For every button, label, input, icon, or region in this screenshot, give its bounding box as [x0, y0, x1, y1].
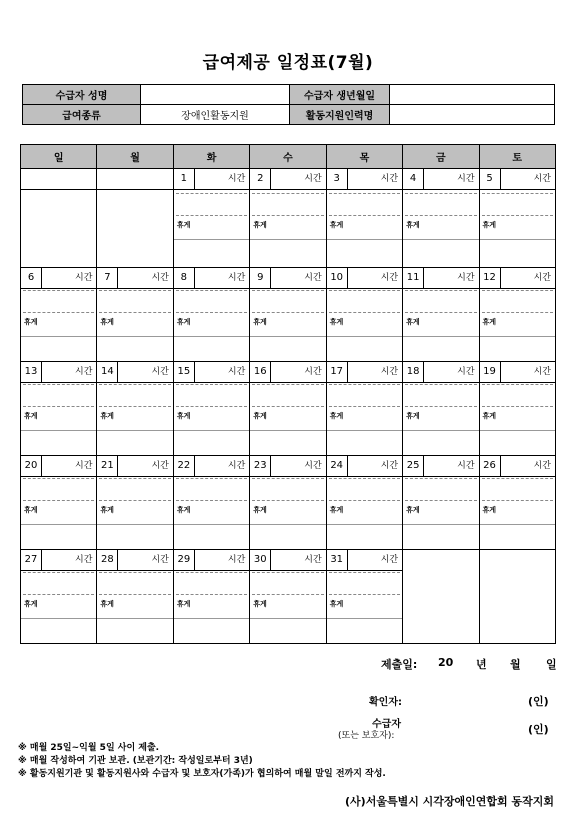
calendar-day-cell[interactable]: [97, 550, 173, 644]
time-label: 시간: [151, 461, 169, 471]
day-number: 13: [21, 362, 42, 382]
weekday-header: 수: [250, 145, 326, 169]
time-label: 시간: [304, 367, 322, 377]
benefit-type-label: 급여종류: [23, 105, 141, 125]
rest-entry-line: [174, 430, 249, 431]
note-item: ※ 매월 25일~익월 5일 사이 제출.: [18, 743, 160, 753]
rest-entry-line: [403, 524, 478, 525]
time-label: 시간: [533, 273, 551, 283]
page-title: 급여제공 일정표(7월): [202, 53, 374, 73]
recipient-sign-label: 수급자: [372, 719, 401, 730]
note-item: ※ 매월 작성하여 기관 보관. (보관기간: 작성일로부터 3년): [18, 756, 253, 766]
rest-entry-line: [250, 239, 325, 240]
submit-label: 제출일:: [381, 658, 418, 671]
time-label: 시간: [380, 461, 399, 471]
rest-entry-line: [97, 524, 172, 525]
benefit-type-field[interactable]: 장애인활동지원: [141, 105, 290, 125]
guardian-label: (또는 보호자):: [338, 731, 395, 741]
rest-entry-line: [327, 524, 402, 525]
time-entry-line: [405, 193, 476, 194]
rest-entry-line: [250, 430, 325, 431]
time-entry-line: [405, 500, 476, 501]
rest-entry-line: [97, 618, 172, 619]
rest-entry-line: [21, 430, 96, 431]
time-label: 시간: [533, 461, 551, 471]
time-entry-line: [329, 594, 400, 595]
calendar-day-cell: [403, 550, 479, 644]
time-entry-line: [99, 500, 170, 501]
rest-label: 휴게: [24, 412, 38, 420]
calendar-day-cell[interactable]: [250, 268, 326, 362]
time-label: 시간: [457, 174, 475, 184]
day-number: 8: [174, 268, 195, 288]
time-entry-line: [329, 384, 400, 385]
calendar-week: [21, 456, 556, 550]
rest-label: 휴게: [24, 318, 38, 326]
rest-label: 휴게: [100, 412, 114, 420]
time-entry-line: [23, 572, 94, 573]
day-number: 19: [480, 362, 501, 382]
time-entry-line: [405, 384, 476, 385]
birth-field[interactable]: [390, 85, 555, 105]
calendar-day-cell[interactable]: [250, 362, 326, 456]
time-entry-line: [23, 312, 94, 313]
day-number: 27: [21, 550, 42, 570]
calendar-day-cell[interactable]: [97, 362, 173, 456]
time-label: 시간: [380, 174, 399, 184]
rest-label: 휴게: [253, 318, 267, 326]
time-label: 시간: [533, 367, 551, 377]
rest-label: 휴게: [176, 318, 191, 326]
rest-label: 휴게: [100, 318, 114, 326]
weekday-header: 목: [326, 145, 402, 169]
time-entry-line: [23, 290, 94, 291]
day-number: 14: [97, 362, 118, 382]
time-label: 시간: [533, 174, 551, 184]
time-label: 시간: [304, 273, 322, 283]
confirmer-label: 확인자:: [369, 697, 402, 708]
time-label: 시간: [304, 174, 322, 184]
time-label: 시간: [151, 367, 169, 377]
day-number: 24: [327, 456, 348, 476]
rest-entry-line: [480, 524, 555, 525]
day-number: 10: [327, 268, 348, 288]
time-entry-line: [176, 572, 247, 573]
calendar-day-cell[interactable]: [21, 456, 97, 550]
rest-label: 휴게: [482, 412, 497, 420]
day-number: 31: [327, 550, 348, 570]
rest-entry-line: [327, 239, 402, 240]
assistant-field[interactable]: [390, 105, 555, 125]
rest-entry-line: [250, 524, 325, 525]
day-number: 12: [480, 268, 501, 288]
weekday-header: 일: [21, 145, 97, 169]
time-entry-line: [482, 215, 553, 216]
calendar-day-cell[interactable]: [173, 456, 249, 550]
day-number: 9: [250, 268, 271, 288]
time-entry-line: [176, 384, 247, 385]
time-entry-line: [329, 193, 400, 194]
time-entry-line: [329, 572, 400, 573]
rest-entry-line: [21, 524, 96, 525]
rest-label: 휴게: [406, 221, 420, 229]
calendar-day-cell[interactable]: [479, 268, 555, 362]
rest-entry-line: [174, 239, 249, 240]
time-entry-line: [329, 215, 400, 216]
time-label: 시간: [457, 367, 475, 377]
weekday-header: 토: [479, 145, 555, 169]
day-number: 15: [174, 362, 195, 382]
weekday-header: 월: [97, 145, 173, 169]
rest-label: 휴게: [24, 600, 38, 608]
time-label: 시간: [227, 367, 246, 377]
time-entry-line: [329, 478, 400, 479]
calendar-day-cell[interactable]: [326, 169, 402, 268]
time-label: 시간: [75, 367, 93, 377]
time-entry-line: [252, 193, 323, 194]
time-label: 시간: [75, 461, 93, 471]
time-entry-line: [252, 384, 323, 385]
rest-entry-line: [174, 336, 249, 337]
weekday-header: 금: [403, 145, 479, 169]
rest-label: 휴게: [406, 506, 420, 514]
time-entry-line: [329, 312, 400, 313]
calendar-day-cell[interactable]: [97, 456, 173, 550]
weekday-header: 화: [173, 145, 249, 169]
day-number: 16: [250, 362, 271, 382]
recipient-seal: (인): [528, 723, 549, 736]
rest-label: 휴게: [329, 506, 344, 514]
calendar-day-cell[interactable]: [97, 268, 173, 362]
submit-year-unit: 년: [476, 658, 487, 671]
time-entry-line: [405, 478, 476, 479]
rest-label: 휴게: [253, 221, 267, 229]
rest-label: 휴게: [482, 221, 497, 229]
rest-entry-line: [97, 336, 172, 337]
time-entry-line: [176, 500, 247, 501]
time-label: 시간: [75, 555, 93, 565]
calendar-day-cell[interactable]: [250, 456, 326, 550]
time-entry-line: [23, 406, 94, 407]
calendar-day-cell[interactable]: [173, 169, 249, 268]
calendar-day-cell[interactable]: [403, 169, 479, 268]
time-entry-line: [99, 384, 170, 385]
day-number: 6: [21, 268, 42, 288]
time-entry-line: [176, 594, 247, 595]
calendar-day-cell[interactable]: [479, 456, 555, 550]
time-entry-line: [405, 215, 476, 216]
time-entry-line: [23, 478, 94, 479]
time-label: 시간: [227, 461, 246, 471]
calendar-week: [21, 362, 556, 456]
time-entry-line: [252, 215, 323, 216]
organization-name: (사)서울특별시 시각장애인연합회 동작지회: [345, 795, 554, 808]
time-entry-line: [23, 384, 94, 385]
time-entry-line: [99, 594, 170, 595]
rest-label: 휴게: [329, 412, 344, 420]
time-entry-line: [176, 290, 247, 291]
time-label: 시간: [380, 367, 399, 377]
rest-entry-line: [403, 239, 478, 240]
time-label: 시간: [457, 461, 475, 471]
time-entry-line: [405, 312, 476, 313]
calendar-day-cell: [21, 169, 97, 268]
rest-label: 휴게: [406, 318, 420, 326]
time-entry-line: [176, 193, 247, 194]
day-number: 22: [174, 456, 195, 476]
time-entry-line: [329, 290, 400, 291]
rest-entry-line: [327, 336, 402, 337]
rest-label: 휴게: [406, 412, 420, 420]
rest-label: 휴게: [482, 318, 497, 326]
time-label: 시간: [227, 273, 246, 283]
time-label: 시간: [75, 273, 93, 283]
birth-label: 수급자 생년월일: [290, 85, 390, 105]
calendar-week: [21, 169, 556, 268]
time-label: 시간: [227, 174, 246, 184]
time-label: 시간: [457, 273, 475, 283]
time-entry-line: [176, 478, 247, 479]
time-entry-line: [482, 406, 553, 407]
rest-entry-line: [403, 336, 478, 337]
rest-label: 휴게: [329, 318, 344, 326]
rest-label: 휴게: [100, 600, 114, 608]
rest-label: 휴게: [329, 221, 344, 229]
calendar-day-cell[interactable]: [479, 362, 555, 456]
schedule-calendar: [20, 144, 556, 644]
day-number: 25: [403, 456, 424, 476]
rest-entry-line: [250, 336, 325, 337]
time-entry-line: [252, 478, 323, 479]
day-number: 3: [327, 169, 348, 189]
day-number: 7: [97, 268, 118, 288]
day-number: 18: [403, 362, 424, 382]
recipient-name-label: 수급자 성명: [23, 85, 141, 105]
calendar-day-cell[interactable]: [173, 550, 249, 644]
time-entry-line: [405, 406, 476, 407]
day-number: 17: [327, 362, 348, 382]
submit-month-unit: 월: [510, 658, 521, 671]
rest-entry-line: [250, 618, 325, 619]
day-number: 1: [174, 169, 195, 189]
rest-entry-line: [480, 239, 555, 240]
rest-entry-line: [97, 430, 172, 431]
time-entry-line: [23, 594, 94, 595]
rest-label: 휴게: [24, 506, 38, 514]
time-label: 시간: [151, 273, 169, 283]
notes-list: [18, 742, 386, 781]
time-entry-line: [252, 572, 323, 573]
calendar-day-cell[interactable]: [326, 268, 402, 362]
day-number: 2: [250, 169, 271, 189]
time-label: 시간: [380, 555, 399, 565]
rest-entry-line: [327, 618, 402, 619]
rest-entry-line: [174, 524, 249, 525]
time-label: 시간: [151, 555, 169, 565]
time-entry-line: [405, 290, 476, 291]
day-number: 26: [480, 456, 501, 476]
submit-day-unit: 일: [546, 658, 557, 671]
time-entry-line: [99, 406, 170, 407]
day-number: 11: [403, 268, 424, 288]
time-entry-line: [329, 500, 400, 501]
calendar-day-cell[interactable]: [21, 268, 97, 362]
time-entry-line: [99, 478, 170, 479]
calendar-day-cell[interactable]: [21, 362, 97, 456]
rest-label: 휴게: [253, 506, 267, 514]
time-entry-line: [99, 290, 170, 291]
rest-label: 휴게: [253, 412, 267, 420]
time-entry-line: [329, 406, 400, 407]
time-entry-line: [482, 500, 553, 501]
rest-label: 휴게: [100, 506, 114, 514]
time-label: 시간: [304, 461, 322, 471]
rest-label: 휴게: [253, 600, 267, 608]
calendar-day-cell[interactable]: [403, 268, 479, 362]
rest-label: 휴게: [176, 412, 191, 420]
time-label: 시간: [304, 555, 322, 565]
time-entry-line: [252, 290, 323, 291]
calendar-day-cell[interactable]: [479, 169, 555, 268]
rest-entry-line: [21, 618, 96, 619]
recipient-info-table: [22, 84, 555, 125]
rest-entry-line: [480, 430, 555, 431]
rest-entry-line: [327, 430, 402, 431]
calendar-day-cell[interactable]: [173, 268, 249, 362]
time-entry-line: [252, 312, 323, 313]
day-number: 28: [97, 550, 118, 570]
time-entry-line: [482, 193, 553, 194]
day-number: 29: [174, 550, 195, 570]
calendar-day-cell: [97, 169, 173, 268]
calendar-week: [21, 268, 556, 362]
rest-entry-line: [480, 336, 555, 337]
time-entry-line: [176, 312, 247, 313]
day-number: 23: [250, 456, 271, 476]
day-number: 30: [250, 550, 271, 570]
time-label: 시간: [227, 555, 246, 565]
time-label: 시간: [380, 273, 399, 283]
time-entry-line: [176, 215, 247, 216]
confirmer-seal: (인): [528, 695, 549, 708]
calendar-day-cell[interactable]: [173, 362, 249, 456]
note-item: ※ 활동지원기관 및 활동지원사와 수급자 및 보호자(가족)가 협의하여 매월 말일 전까지 작성.: [18, 769, 386, 779]
rest-label: 휴게: [482, 506, 497, 514]
day-number: 4: [403, 169, 424, 189]
rest-label: 휴게: [329, 600, 344, 608]
time-entry-line: [252, 500, 323, 501]
time-entry-line: [252, 594, 323, 595]
time-entry-line: [99, 572, 170, 573]
assistant-label: 활동지원인력명: [290, 105, 390, 125]
rest-entry-line: [21, 336, 96, 337]
calendar-day-cell[interactable]: [326, 362, 402, 456]
time-entry-line: [482, 290, 553, 291]
submit-year-prefix: 20: [438, 656, 454, 669]
calendar-day-cell[interactable]: [326, 550, 402, 644]
calendar-day-cell[interactable]: [326, 456, 402, 550]
calendar-day-cell[interactable]: [250, 550, 326, 644]
time-entry-line: [482, 312, 553, 313]
rest-label: 휴게: [176, 221, 191, 229]
day-number: 21: [97, 456, 118, 476]
day-number: 5: [480, 169, 501, 189]
time-entry-line: [482, 384, 553, 385]
calendar-day-cell: [479, 550, 555, 644]
time-entry-line: [482, 478, 553, 479]
rest-label: 휴게: [176, 506, 191, 514]
time-entry-line: [99, 312, 170, 313]
rest-label: 휴게: [176, 600, 191, 608]
calendar-day-cell[interactable]: [250, 169, 326, 268]
calendar-week: [21, 550, 556, 644]
recipient-name-field[interactable]: [141, 85, 290, 105]
rest-entry-line: [174, 618, 249, 619]
calendar-day-cell[interactable]: [403, 456, 479, 550]
rest-entry-line: [403, 430, 478, 431]
time-entry-line: [23, 500, 94, 501]
calendar-day-cell[interactable]: [403, 362, 479, 456]
day-number: 20: [21, 456, 42, 476]
time-entry-line: [252, 406, 323, 407]
time-entry-line: [176, 406, 247, 407]
calendar-day-cell[interactable]: [21, 550, 97, 644]
